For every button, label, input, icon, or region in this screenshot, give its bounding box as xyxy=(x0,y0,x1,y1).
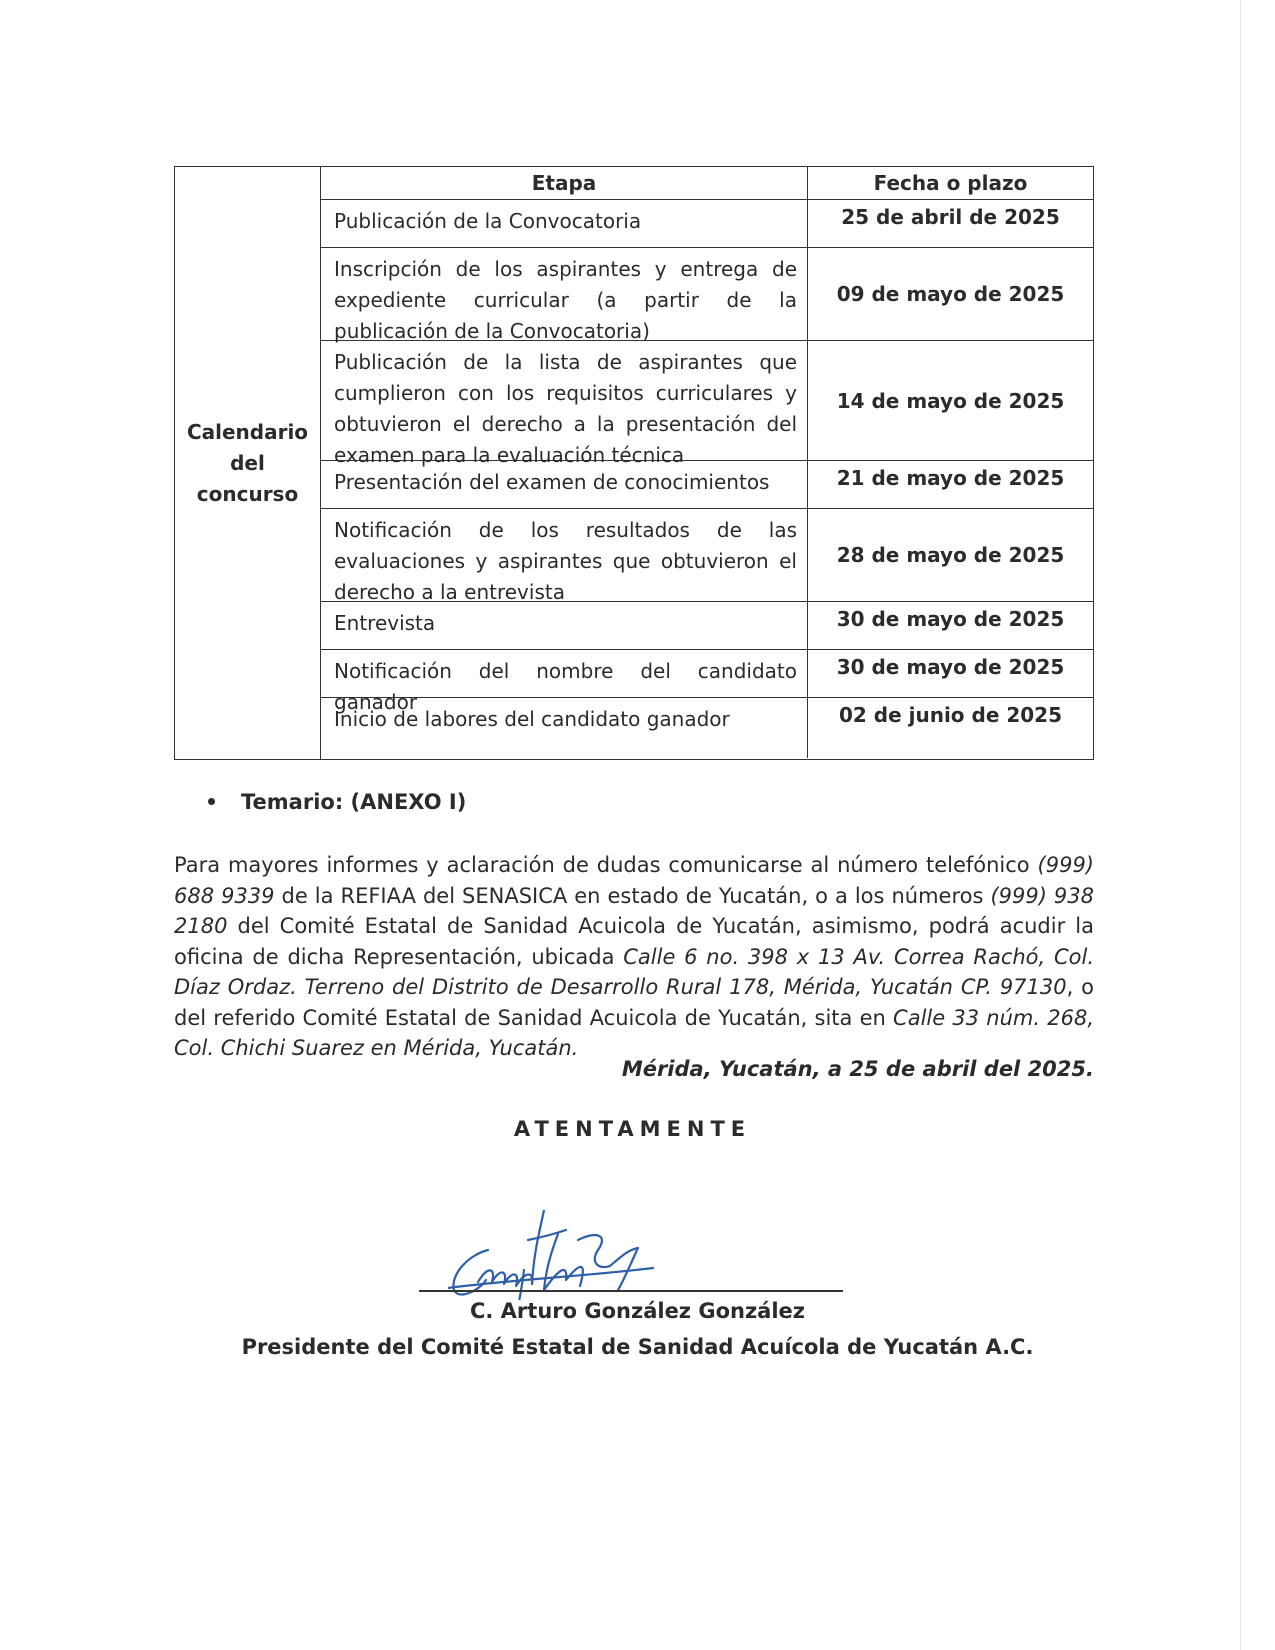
calendar-label-line-1: Calendario xyxy=(186,419,309,444)
para-text-2: de la REFIAA del SENASICA en estado de Yucatán, o a los números xyxy=(274,883,991,908)
table-row xyxy=(321,341,1093,467)
table-row xyxy=(321,650,1093,714)
table-header-row xyxy=(321,167,1093,200)
bullet-icon xyxy=(208,798,215,805)
calendar-label xyxy=(187,417,308,510)
address-1: Calle 6 no. 398 x 13 Av. Correa Rachó, Col. Díaz Ordaz. Terreno del Distrito de Desarrollo Rural 178, Mérida, Yucatán CP. 97130 xyxy=(174,944,1095,999)
calendar-label-cell xyxy=(175,167,321,759)
signer-block xyxy=(0,1293,1275,1365)
stage-cell: Inicio de labores del candidato ganador xyxy=(321,698,808,758)
signer-title: Presidente del Comité Estatal de Sanidad Acuícola de Yucatán A.C. xyxy=(241,1335,1034,1359)
stage-cell: Publicación de la lista de aspirantes que cumplieron con los requisitos curriculares y obtuvieron el derecho a la presentación del examen para la evaluación técnica xyxy=(321,341,808,460)
stage-cell: Publicación de la Convocatoria xyxy=(321,200,808,247)
para-text-4: , o del referido Comité Estatal de Sanidad Acuicola de Yucatán, sita en xyxy=(174,975,1095,1030)
date-cell: 25 de abril de 2025 xyxy=(841,205,1060,229)
date-cell: 02 de junio de 2025 xyxy=(838,703,1063,727)
stage-cell: Inscripción de los aspirantes y entrega de expediente curricular (a partir de la publicación de la Convocatoria) xyxy=(321,248,808,340)
temario-text: Temario: (ANEXO I) xyxy=(241,790,467,814)
signature-line xyxy=(419,1290,843,1292)
table-row xyxy=(321,200,1093,248)
calendar-table xyxy=(174,166,1094,760)
table-row xyxy=(321,698,1093,758)
page-edge xyxy=(1240,0,1241,1650)
contact-paragraph xyxy=(174,850,1094,1064)
phone-2: (999) 938 2180 xyxy=(174,883,1094,938)
phone-1: (999) 688 9339 xyxy=(174,853,1094,908)
stage-cell: Notificación del nombre del candidato ganador xyxy=(321,650,808,697)
calendar-grid xyxy=(321,167,1093,759)
handwritten-signature xyxy=(448,1210,658,1300)
closing-salutation xyxy=(0,1117,1275,1141)
address-2: Calle 33 núm. 268, Col. Chichi Suarez en Mérida, Yucatán. xyxy=(174,1005,1094,1060)
closing-text: ATENTAMENTE xyxy=(513,1117,752,1141)
stage-cell: Entrevista xyxy=(321,602,808,649)
para-text-1: Para mayores informes y aclaración de dudas comunicarse al número telefónico xyxy=(174,853,1038,877)
table-row xyxy=(321,248,1093,341)
table-row xyxy=(321,461,1093,509)
date-cell: 28 de mayo de 2025 xyxy=(836,543,1065,567)
date-cell: 14 de mayo de 2025 xyxy=(836,388,1065,413)
table-row xyxy=(321,602,1093,650)
temario-item xyxy=(208,790,466,814)
stage-cell: Presentación del examen de conocimientos xyxy=(321,461,808,508)
calendar-label-line-3: concurso xyxy=(196,481,299,506)
date-cell: 30 de mayo de 2025 xyxy=(836,655,1065,679)
stage-cell: Notificación de los resultados de las evaluaciones y aspirantes que obtuvieron el derecho a la entrevista xyxy=(321,509,808,601)
date-cell: 21 de mayo de 2025 xyxy=(836,466,1065,490)
signer-name: C. Arturo González González xyxy=(469,1299,806,1323)
place-date: Mérida, Yucatán, a 25 de abril del 2025. xyxy=(621,1057,1094,1081)
header-date: Fecha o plazo xyxy=(873,171,1028,195)
para-text-3: del Comité Estatal de Sanidad Acuicola de Yucatán, asimismo, podrá acudir la oficina de dicha Representación, ubicada xyxy=(174,914,1094,969)
calendar-label-line-2: del xyxy=(230,450,265,475)
date-cell: 30 de mayo de 2025 xyxy=(836,607,1065,631)
table-row xyxy=(321,509,1093,602)
header-stage: Etapa xyxy=(321,167,808,199)
date-cell: 09 de mayo de 2025 xyxy=(836,282,1065,306)
